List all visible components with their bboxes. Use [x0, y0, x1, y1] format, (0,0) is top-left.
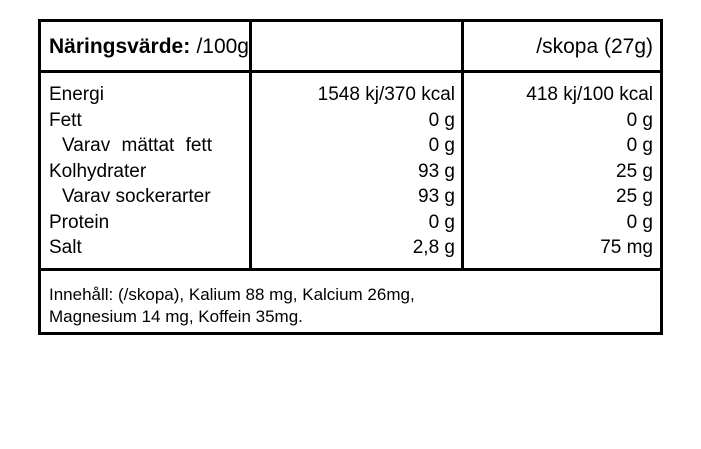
- ingredients-note-line-2: Magnesium 14 mg, Koffein 35mg.: [49, 307, 303, 326]
- footer-divider: [41, 268, 660, 271]
- value-per-scoop: 25 g: [616, 186, 653, 207]
- row-label: Salt: [49, 237, 82, 258]
- value-per-scoop: 0 g: [626, 109, 653, 131]
- row-label: Protein: [49, 211, 110, 233]
- value-per-scoop: 418 kj/100 kcal: [526, 84, 653, 105]
- value-per-100g: 1548 kj/370 kcal: [317, 84, 455, 105]
- table-row: [41, 235, 660, 261]
- row-label: Varav mättat fett: [62, 135, 212, 156]
- row-label: Fett: [49, 109, 82, 131]
- table-title: Näringsvärde:: [49, 35, 191, 58]
- value-per-100g: 93 g: [418, 186, 455, 207]
- table-row: [41, 159, 660, 185]
- nutrition-rows: [41, 82, 660, 261]
- value-per-100g: 2,8 g: [412, 237, 455, 258]
- value-per-scoop: 0 g: [626, 211, 653, 233]
- table-row: [41, 210, 660, 236]
- value-per-100g: 0 g: [428, 211, 455, 233]
- value-per-scoop: 75 mg: [600, 237, 653, 258]
- value-per-100g: 0 g: [428, 109, 455, 131]
- value-per-100g: 93 g: [418, 160, 455, 182]
- value-per-100g: 0 g: [428, 135, 455, 156]
- row-label: Energi: [49, 84, 104, 105]
- table-row: [41, 82, 660, 108]
- ingredients-note: [49, 284, 415, 328]
- column-header-per-100g: /100g: [196, 35, 249, 58]
- nutrition-table: [38, 19, 663, 335]
- column-header-per-scoop: /skopa (27g): [536, 35, 653, 58]
- table-row: [41, 133, 660, 159]
- ingredients-note-line-1: Innehåll: (/skopa), Kalium 88 mg, Kalcium 26mg,: [49, 285, 415, 304]
- table-row: [41, 108, 660, 134]
- value-per-scoop: 0 g: [626, 135, 653, 156]
- value-per-scoop: 25 g: [616, 160, 653, 182]
- header-divider: [41, 70, 660, 73]
- table-row: [41, 184, 660, 210]
- row-label: Varav sockerarter: [62, 186, 211, 207]
- row-label: Kolhydrater: [49, 160, 147, 182]
